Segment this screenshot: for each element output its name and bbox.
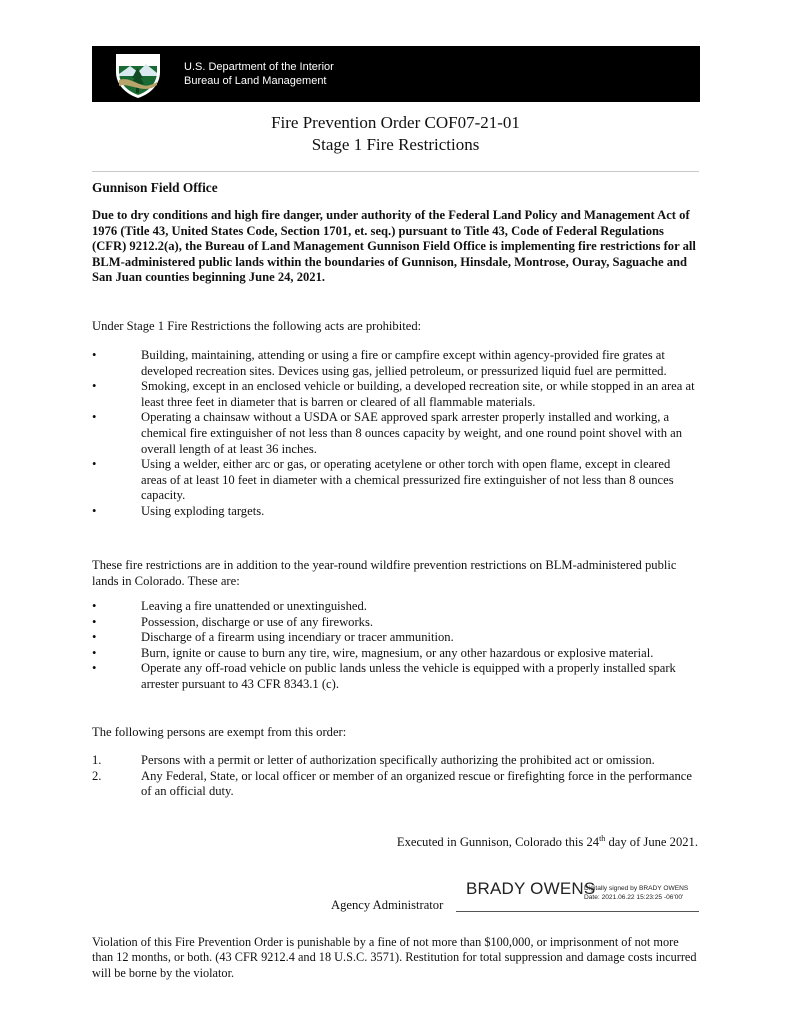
intro-paragraph: Due to dry conditions and high fire danger, under authority of the Federal Land Policy and Management Act of 1976 (Title 43, United States Code, Section 1701, et. seq.) pursuant to Title 43, Code of Federal Regulations (CFR) 9212.2(a), the Bureau of Land Management Gunnison Field Office is implementing fire restrictions for all BLM-administered public lands within the boundaries of Gunnison, Hinsdale, Montrose, Ouray, Saguache and San Juan counties beginning June 24, 2021. [92, 208, 696, 285]
executed-statement [397, 834, 698, 850]
list-item [92, 661, 698, 692]
executed-text: Executed in Gunnison, Colorado this 24 [396, 835, 600, 850]
bullet-icon: • [92, 503, 97, 518]
list-item [92, 410, 698, 457]
agency-name-line2: Bureau of Land Management [184, 75, 327, 87]
list-item [92, 646, 698, 662]
yearround-intro: These fire restrictions are in addition to the year-round wildfire prevention restrictions on BLM-administered public lands in Colorado. These are: [92, 558, 677, 588]
list-item [92, 615, 698, 631]
stage1-prohibited-list [92, 348, 698, 520]
list-number: 1. [92, 753, 102, 767]
agency-name-line1: U.S. Department of the Interior [184, 61, 334, 73]
bullet-icon: • [92, 599, 97, 613]
list-item-text: Operate any off-road vehicle on public lands unless the vehicle is equipped with a properly installed spark arrester pursuant to 43 CFR 8343.1 (c). [141, 661, 676, 691]
bullet-icon: • [92, 630, 97, 645]
bullet-icon: • [92, 379, 97, 394]
order-subtitle: Stage 1 Fire Restrictions [311, 135, 480, 154]
executed-text-end: day of June 2021. [605, 835, 698, 850]
list-item-text: Using a welder, either arc or gas, or operating acetylene or other torch with open flame, except in cleared areas of at least 10 feet in diameter with a chemical pressurized fire extinguisher of not less than 8 ounces capacity. [141, 457, 674, 503]
digital-signature-name: BRADY OWENS [466, 879, 596, 898]
bullet-icon: • [92, 661, 97, 676]
field-office-heading: Gunnison Field Office [92, 180, 218, 195]
list-item-text: Possession, discharge or use of any fireworks. [141, 614, 374, 629]
yearround-restrictions-list [92, 599, 698, 693]
list-item [92, 630, 698, 646]
list-item-text: Smoking, except in an enclosed vehicle or building, a developed recreation site, or while stopped in an area at least three feet in diameter that is barren or cleared of all flammable materials. [141, 379, 695, 409]
list-item-text: Leaving a fire unattended or unextinguished. [141, 599, 367, 613]
order-title: Fire Prevention Order COF07-21-01 [271, 113, 520, 132]
list-item-text: Building, maintaining, attending or using a fire or campfire except within agency-provided fire grates at developed recreation sites. Devices using gas, jellied petroleum, or pressurized liquid fuel are permitted. [141, 348, 667, 378]
signature-note-date: Date: 2021.06.22 15:23:25 -06'00' [584, 894, 684, 901]
list-item [92, 504, 698, 520]
list-item-text: Persons with a permit or letter of authorization specifically authorizing the prohibited act or omission. [141, 753, 655, 767]
list-item [92, 379, 698, 410]
signature-note-line1: Digitally signed by BRADY OWENS [584, 885, 689, 892]
exempt-persons-list [92, 753, 698, 800]
list-item [92, 599, 698, 615]
executed-date-suffix: th [599, 834, 606, 843]
bullet-icon: • [92, 457, 97, 472]
title-divider [92, 171, 699, 172]
blm-shield-logo-icon [112, 52, 164, 100]
list-number: 2. [92, 768, 102, 783]
bullet-icon: • [92, 348, 97, 362]
bullet-icon: • [92, 645, 97, 660]
violation-notice: Violation of this Fire Prevention Order is punishable by a fine of not more than $100,000, or imprisonment of not more than 12 months, or both. (43 CFR 9212.4 and 18 U.S.C. 3571). Restitution for total suppression and damage costs incurred will be borne by the violator. [92, 935, 697, 980]
exempt-intro: The following persons are exempt from this order: [92, 725, 347, 739]
digital-signature-details [584, 884, 688, 902]
list-item-text: Any Federal, State, or local officer or member of an organized rescue or firefighting force in the performance of an official duty. [141, 768, 692, 799]
list-item-text: Burn, ignite or cause to burn any tire, wire, magnesium, or any other hazardous or explosive material. [141, 645, 654, 660]
list-item-text: Operating a chainsaw without a USDA or SAE approved spark arrester properly installed and working, a chemical fire extinguisher of not less than 8 ounces capacity by weight, and one round point shovel with an overall length of at least 36 inches. [141, 410, 683, 456]
agency-administrator-label: Agency Administrator [331, 898, 444, 912]
list-item-text: Using exploding targets. [141, 503, 265, 518]
list-item-text: Discharge of a firearm using incendiary or tracer ammunition. [141, 630, 454, 645]
list-item [92, 348, 698, 379]
header-banner [92, 46, 700, 102]
list-item [92, 457, 698, 504]
stage1-intro: Under Stage 1 Fire Restrictions the following acts are prohibited: [92, 319, 422, 333]
bullet-icon: • [92, 410, 97, 425]
bullet-icon: • [92, 614, 97, 629]
list-item [92, 769, 698, 800]
signature-line [456, 911, 699, 912]
list-item [92, 753, 698, 769]
